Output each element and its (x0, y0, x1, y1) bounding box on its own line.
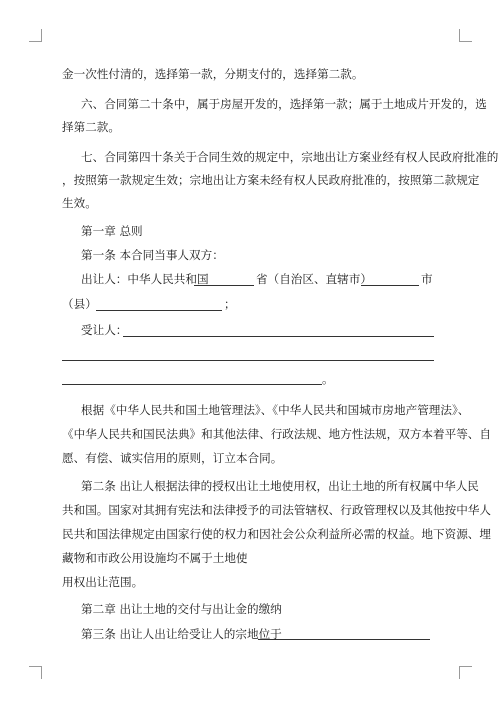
blank-county-line (96, 310, 222, 311)
crop-mark-bottom-left (29, 666, 42, 679)
semicolon: ； (224, 297, 236, 311)
paragraph-line: 根据《中华人民共和国土地管理法》、《中华人民共和国城市房地产管理法》、 (81, 403, 470, 417)
grantee-label: 受让人： (81, 323, 128, 337)
blank-province-line (194, 285, 254, 286)
blank-location-line (258, 639, 430, 640)
paragraph-line: 生效。 (62, 196, 97, 210)
county-label: （县） (62, 297, 97, 311)
period: 。 (322, 372, 334, 386)
paragraph-line: 民共和国法律规定由国家行使的权力和因社会公众利益所必需的权益。地下资源、埋 (62, 527, 491, 541)
province-label: 省（自治区、直辖市） (256, 272, 372, 286)
paragraph-line: 愿、有偿、诚实信用的原则，订立本合同。 (62, 451, 283, 465)
blank-grantee-line-1 (123, 336, 434, 337)
paragraph-line: 择第二款。 (62, 120, 120, 134)
paragraph-line: 《中华人民共和国民法典》和其他法律、行政法规、地方性法规，双方本着平等、自 (62, 427, 491, 441)
city-label: 市 (421, 272, 433, 286)
chapter-heading: 第一章 总则 (81, 224, 143, 238)
blank-city-line (361, 285, 419, 286)
paragraph-line: 七、合同第四十条关于合同生效的规定中，宗地出让方案业经有权人民政府批准的 (81, 150, 499, 164)
paragraph-line: 藏物和市政公用设施均不属于土地使 (62, 551, 248, 565)
chapter-heading: 第二章 出让土地的交付与出让金的缴纳 (81, 602, 282, 616)
crop-mark-top-left (29, 29, 42, 42)
paragraph-line: 共和国。国家对其拥有宪法和法律授予的司法管辖权、行政管理权以及其他按中华人 (62, 503, 491, 517)
grantor-label: 出让人：中华人民共和国 (81, 272, 209, 286)
crop-mark-bottom-right (459, 666, 472, 679)
paragraph-line: 金一次性付清的，选择第一款，分期支付的，选择第二款。 (62, 67, 364, 81)
blank-grantee-line-3 (62, 384, 322, 385)
paragraph-line: 用权出让范围。 (62, 575, 144, 589)
article-heading: 第一条 本合同当事人双方： (81, 248, 224, 262)
paragraph-line: 六、合同第二十条中，属于房屋开发的，选择第一款；属于土地成片开发的，选 (81, 97, 487, 111)
blank-grantee-line-2 (62, 360, 434, 361)
article-heading: 第三条 出让人出让给受让人的宗地位于 (81, 627, 282, 641)
crop-mark-top-right (459, 29, 472, 42)
paragraph-line: ，按照第一款规定生效；宗地出让方案未经有权人民政府批准的，按照第二款规定 (62, 173, 480, 187)
paragraph-line: 第二条 出让人根据法律的授权出让土地使用权，出让土地的所有权属中华人民 (81, 479, 479, 493)
